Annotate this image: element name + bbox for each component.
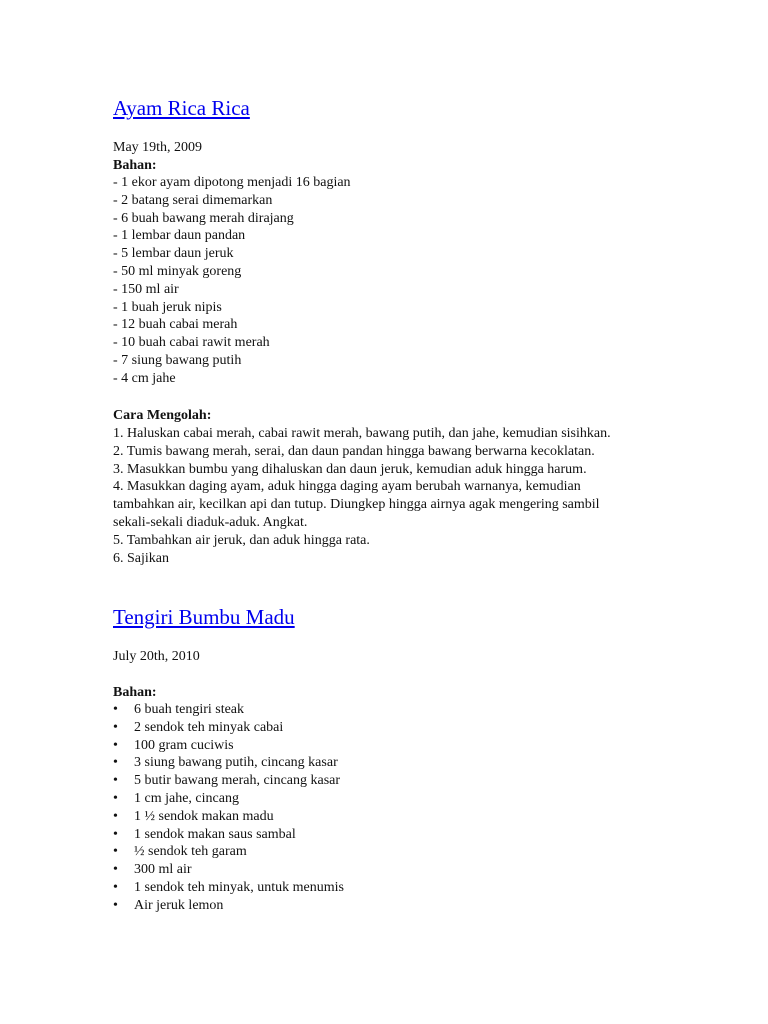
list-item bbox=[113, 808, 344, 826]
list-item: - 1 ekor ayam dipotong menjadi 16 bagian bbox=[113, 175, 351, 190]
ingredient-text: Air jeruk lemon bbox=[134, 897, 224, 913]
bullet-icon: • bbox=[113, 773, 118, 789]
step-line: tambahkan air, kecilkan api dan tutup. Diungkep hingga airnya agak mengering sambil bbox=[113, 497, 600, 513]
list-item bbox=[113, 861, 344, 879]
list-item: - 150 ml air bbox=[113, 281, 179, 297]
list-item: - 10 buah cabai rawit merah bbox=[113, 335, 270, 351]
ingredient-text: 3 siung bawang putih, cincang kasar bbox=[134, 755, 338, 771]
bullet-icon: • bbox=[113, 719, 118, 735]
list-item: - 7 siung bawang putih bbox=[113, 352, 242, 368]
list-item bbox=[113, 790, 344, 808]
list-item bbox=[113, 772, 344, 790]
ingredient-text: 100 gram cuciwis bbox=[134, 737, 234, 753]
step-line: 5. Tambahkan air jeruk, dan aduk hingga rata. bbox=[113, 532, 370, 548]
ingredient-text: 2 sendok teh minyak cabai bbox=[134, 719, 284, 735]
ingredient-text: 1 cm jahe, cincang bbox=[134, 790, 239, 806]
list-item: - 2 batang serai dimemarkan bbox=[113, 192, 273, 208]
ingredient-text: ½ sendok teh garam bbox=[134, 844, 247, 860]
step-line: 6. Sajikan bbox=[113, 550, 169, 566]
list-item bbox=[113, 897, 344, 915]
step-line: 4. Masukkan daging ayam, aduk hingga daging ayam berubah warnanya, kemudian bbox=[113, 479, 581, 495]
bullet-ingredient-list bbox=[113, 701, 344, 915]
list-item bbox=[113, 737, 344, 755]
recipe-title-tengiri-bumbu-madu[interactable]: Tengiri Bumbu Madu bbox=[113, 605, 295, 629]
bullet-icon: • bbox=[113, 737, 118, 753]
bullet-icon: • bbox=[113, 844, 118, 860]
list-item: - 4 cm jahe bbox=[113, 370, 176, 386]
list-item bbox=[113, 826, 344, 844]
step-line: 1. Haluskan cabai merah, cabai rawit merah, bawang putih, dan jahe, kemudian sisihkan. bbox=[113, 426, 611, 441]
step-line: 2. Tumis bawang merah, serai, dan daun pandan hingga bawang berwarna kecoklatan. bbox=[113, 443, 595, 459]
list-item: - 1 lembar daun pandan bbox=[113, 228, 246, 244]
recipe-date: May 19th, 2009 bbox=[113, 140, 203, 155]
ingredient-text: 5 butir bawang merah, cincang kasar bbox=[134, 773, 341, 789]
ingredients-heading: Bahan: bbox=[113, 158, 157, 173]
bullet-icon: • bbox=[113, 755, 118, 771]
list-item bbox=[113, 701, 344, 719]
ingredient-list bbox=[113, 174, 351, 388]
ingredients-heading: Bahan: bbox=[113, 685, 157, 700]
ingredient-text: 1 sendok makan saus sambal bbox=[134, 826, 296, 842]
bullet-icon: • bbox=[113, 897, 118, 913]
list-item bbox=[113, 843, 344, 861]
ingredient-text: 300 ml air bbox=[134, 862, 192, 878]
list-item bbox=[113, 719, 344, 737]
bullet-icon: • bbox=[113, 879, 118, 895]
ingredient-text: 1 ½ sendok makan madu bbox=[134, 808, 274, 824]
method-steps bbox=[113, 425, 611, 567]
step-line: 3. Masukkan bumbu yang dihaluskan dan daun jeruk, kemudian aduk hingga harum. bbox=[113, 461, 587, 477]
list-item: - 6 buah bawang merah dirajang bbox=[113, 210, 294, 226]
bullet-icon: • bbox=[113, 702, 118, 717]
bullet-icon: • bbox=[113, 826, 118, 842]
bullet-icon: • bbox=[113, 808, 118, 824]
recipe-date: July 20th, 2010 bbox=[113, 649, 200, 664]
list-item: - 1 buah jeruk nipis bbox=[113, 299, 222, 315]
list-item: - 5 lembar daun jeruk bbox=[113, 246, 234, 262]
list-item: - 12 buah cabai merah bbox=[113, 317, 238, 333]
list-item bbox=[113, 879, 344, 897]
ingredient-text: 1 sendok teh minyak, untuk menumis bbox=[134, 879, 344, 895]
recipe-title-ayam-rica-rica[interactable]: Ayam Rica Rica bbox=[113, 96, 250, 120]
step-line: sekali-sekali diaduk-aduk. Angkat. bbox=[113, 514, 308, 530]
bullet-icon: • bbox=[113, 862, 118, 878]
method-heading: Cara Mengolah: bbox=[113, 408, 212, 423]
bullet-icon: • bbox=[113, 790, 118, 806]
list-item bbox=[113, 754, 344, 772]
list-item: - 50 ml minyak goreng bbox=[113, 263, 242, 279]
ingredient-text: 6 buah tengiri steak bbox=[134, 702, 245, 717]
